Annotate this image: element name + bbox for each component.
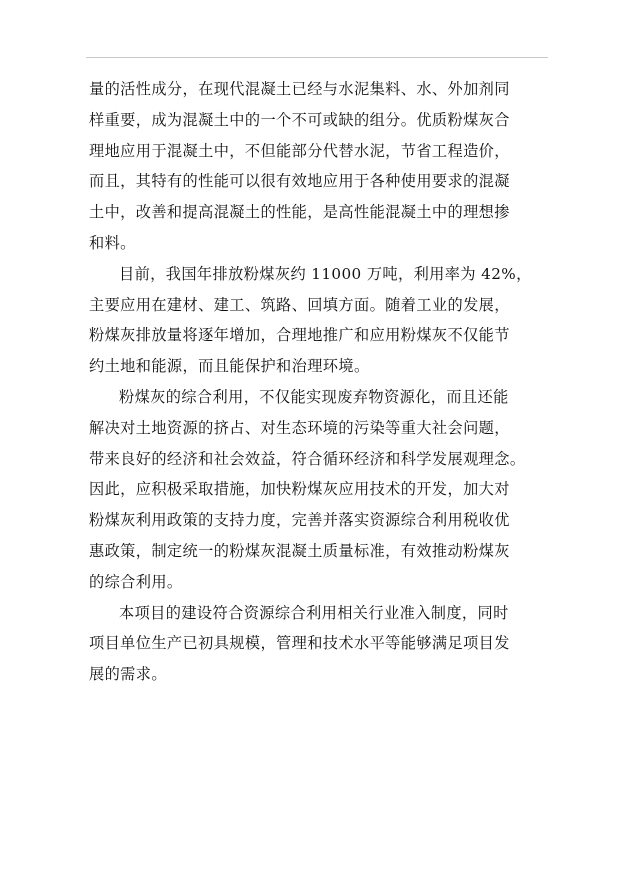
document-body (89, 74, 549, 690)
text-line: 惠政策，制定统一的粉煤灰混凝土质量标准，有效推动粉煤灰 (89, 541, 510, 560)
text-line: 约土地和能源，而且能保护和治理环境。 (89, 357, 370, 376)
text-line: 理地应用于混凝土中，不但能部分代替水泥，节省工程造价， (89, 141, 510, 160)
text-line: 粉煤灰的综合利用，不仅能实现废弃物资源化，而且还能 (119, 387, 509, 406)
text-line: 本项目的建设符合资源综合利用相关行业准入制度，同时 (119, 603, 509, 622)
text-line: 解决对土地资源的挤占、对生态环境的污染等重大社会问题， (89, 418, 510, 437)
text-line: 带来良好的经济和社会效益，符合循环经济和科学发展观理念。 (89, 449, 526, 468)
header-rule (86, 57, 548, 58)
text-line: 而且，其特有的性能可以很有效地应用于各种使用要求的混凝 (89, 172, 510, 191)
paragraph-1 (89, 74, 549, 259)
paragraph-4 (89, 598, 549, 690)
text-line: 粉煤灰排放量将逐年增加，合理地推广和应用粉煤灰不仅能节 (89, 326, 510, 345)
text-line: 和料。 (89, 233, 136, 252)
paragraph-2 (89, 259, 549, 382)
text-line: 主要应用在建材、建工、筑路、回填方面。随着工业的发展， (89, 295, 510, 314)
text-line: 展的需求。 (89, 665, 167, 684)
text-line: 量的活性成分，在现代混凝土已经与水泥集料、水、外加剂同 (89, 80, 510, 98)
text-line: 土中，改善和提高混凝土的性能，是高性能混凝土中的理想掺 (89, 203, 510, 222)
text-line: 样重要，成为混凝土中的一个不可或缺的组分。优质粉煤灰合 (89, 110, 510, 129)
text-line: 目前，我国年排放粉煤灰约 11000 万吨，利用率为 42%， (119, 264, 532, 283)
text-line: 因此，应积极采取措施，加快粉煤灰应用技术的开发，加大对 (89, 480, 510, 499)
paragraph-3 (89, 382, 549, 598)
text-line: 的综合利用。 (89, 572, 183, 591)
text-line: 项目单位生产已初具规模，管理和技术水平等能够满足项目发 (89, 634, 510, 653)
text-line: 粉煤灰利用政策的支持力度，完善并落实资源综合利用税收优 (89, 511, 510, 530)
